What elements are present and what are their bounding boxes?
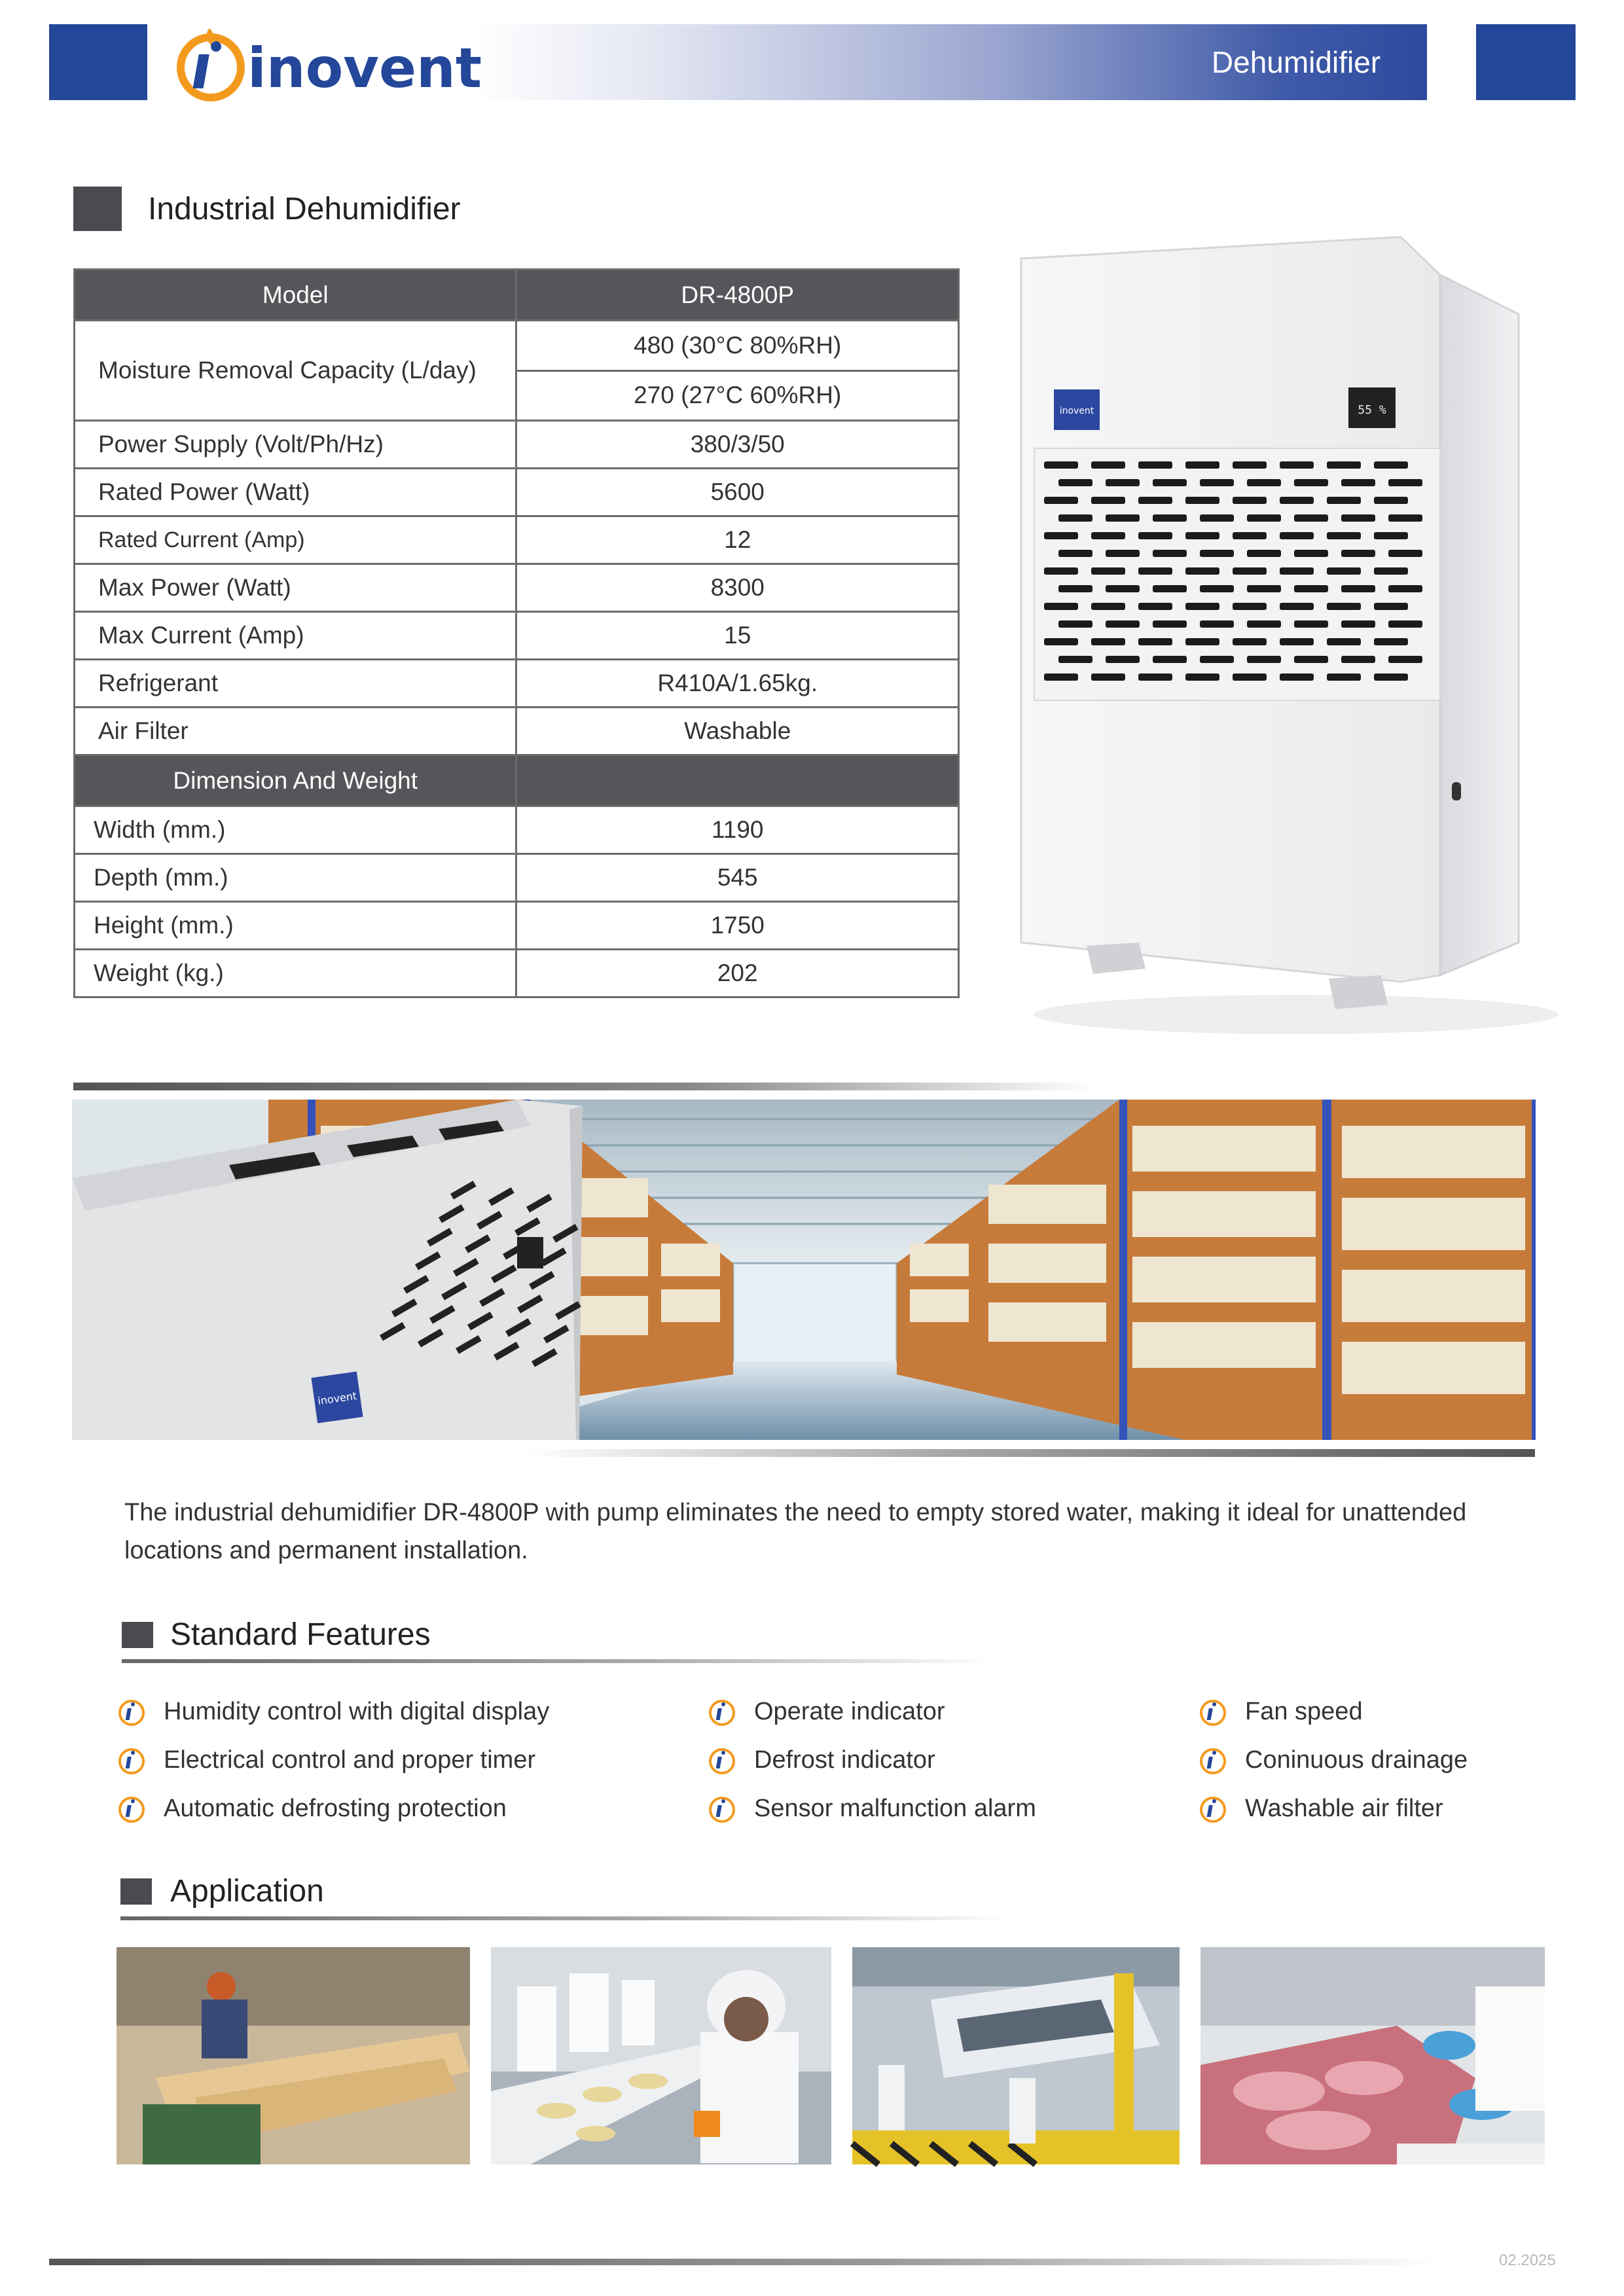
row-label: Rated Current (Amp) <box>75 516 516 564</box>
warehouse-banner-image <box>72 1100 1536 1440</box>
features-column-3 <box>1198 1687 1468 1833</box>
model-label: Model <box>75 270 516 321</box>
footer-date: 02.2025 <box>1499 2251 1556 2269</box>
row-label: Rated Power (Watt) <box>75 469 516 516</box>
brand-bullet-icon <box>117 1696 147 1727</box>
row-value: 1190 <box>516 806 959 854</box>
features-marker <box>122 1622 153 1648</box>
moisture-value-2: 270 (27°C 60%RH) <box>516 370 959 421</box>
product-description: The industrial dehumidifier DR-4800P with pump eliminates the need to empty stored water, making it ideal for unattended locations and permanent installation. <box>124 1499 1467 1564</box>
drain-port <box>1452 782 1461 800</box>
brand-logo-text: inovent <box>247 36 482 100</box>
svg-text:55 %: 55 % <box>1358 403 1386 417</box>
section-title: Industrial Dehumidifier <box>148 192 461 226</box>
meat-processing-photo <box>1200 1947 1545 2164</box>
dimension-header-row <box>75 755 959 806</box>
brand-bullet-icon <box>707 1696 737 1727</box>
row-value: 202 <box>516 950 959 997</box>
row-label: Width (mm.) <box>75 806 516 854</box>
row-label: Air Filter <box>75 708 516 755</box>
brand-bullet-icon <box>707 1793 737 1823</box>
row-value: 545 <box>516 854 959 902</box>
section-marker <box>73 187 122 231</box>
feature-item <box>707 1736 1036 1784</box>
moisture-value-1: 480 (30°C 80%RH) <box>516 321 959 371</box>
footer-rule <box>49 2259 1437 2265</box>
row-value: Washable <box>516 708 959 755</box>
application-title: Application <box>170 1874 324 1909</box>
row-value: 1750 <box>516 902 959 950</box>
application-rule <box>120 1916 1011 1920</box>
brand-bullet-icon <box>117 1793 147 1823</box>
feature-item <box>1198 1784 1468 1833</box>
feature-label: Humidity control with digital display <box>164 1697 550 1725</box>
features-column-2 <box>707 1687 1036 1833</box>
row-label: Refrigerant <box>75 660 516 708</box>
application-marker <box>120 1878 152 1905</box>
banner-top-rule <box>73 1083 1094 1090</box>
brand-bullet-icon <box>1198 1793 1228 1823</box>
features-column-1 <box>117 1687 549 1833</box>
automotive-assembly-photo <box>852 1947 1180 2164</box>
dimension-header: Dimension And Weight <box>75 755 516 806</box>
svg-text:inovent: inovent <box>1059 406 1094 416</box>
feature-item <box>707 1784 1036 1833</box>
dimension-header-empty <box>516 755 959 806</box>
woodworking-photo <box>117 1947 470 2164</box>
brand-bullet-icon <box>117 1745 147 1775</box>
table-row <box>75 516 959 564</box>
row-label: Depth (mm.) <box>75 854 516 902</box>
row-label: Max Current (Amp) <box>75 612 516 660</box>
feature-item <box>707 1687 1036 1736</box>
feature-label: Defrost indicator <box>754 1746 935 1774</box>
table-row <box>75 469 959 516</box>
banner-bottom-rule <box>524 1449 1535 1457</box>
row-value: 12 <box>516 516 959 564</box>
table-row <box>75 950 959 997</box>
brand-logo <box>170 16 482 108</box>
row-value: R410A/1.65kg. <box>516 660 959 708</box>
feature-item <box>1198 1687 1468 1736</box>
feature-item <box>117 1687 549 1736</box>
feature-label: Coninuous drainage <box>1245 1746 1468 1774</box>
spec-table <box>73 268 960 998</box>
feature-label: Sensor malfunction alarm <box>754 1794 1036 1822</box>
feature-item <box>1198 1736 1468 1784</box>
feature-label: Fan speed <box>1245 1697 1363 1725</box>
table-row <box>75 564 959 612</box>
table-row <box>75 421 959 469</box>
moisture-label: Moisture Removal Capacity (L/day) <box>75 321 516 421</box>
table-row <box>75 708 959 755</box>
table-row <box>75 660 959 708</box>
brand-bullet-icon <box>1198 1745 1228 1775</box>
table-row <box>75 612 959 660</box>
feature-item <box>117 1784 549 1833</box>
table-row <box>75 902 959 950</box>
header-category: Dehumidifier <box>1211 45 1381 79</box>
row-label: Power Supply (Volt/Ph/Hz) <box>75 421 516 469</box>
features-title: Standard Features <box>170 1617 431 1652</box>
brand-bullet-icon <box>1198 1696 1228 1727</box>
brand-bullet-icon <box>707 1745 737 1775</box>
row-value: 8300 <box>516 564 959 612</box>
row-label: Max Power (Watt) <box>75 564 516 612</box>
row-label: Weight (kg.) <box>75 950 516 997</box>
feature-item <box>117 1736 549 1784</box>
feature-label: Operate indicator <box>754 1697 945 1725</box>
food-processing-photo <box>491 1947 831 2164</box>
feature-label: Washable air filter <box>1245 1794 1443 1822</box>
table-row <box>75 321 959 371</box>
feature-label: Automatic defrosting protection <box>164 1794 507 1822</box>
header-block-right <box>1476 24 1576 100</box>
svg-text:inovent: inovent <box>317 1389 358 1408</box>
model-value: DR-4800P <box>516 270 959 321</box>
row-value: 5600 <box>516 469 959 516</box>
header-block-left <box>49 24 147 100</box>
row-label: Height (mm.) <box>75 902 516 950</box>
row-value: 380/3/50 <box>516 421 959 469</box>
table-row <box>75 806 959 854</box>
table-row <box>75 854 959 902</box>
row-value: 15 <box>516 612 959 660</box>
feature-label: Electrical control and proper timer <box>164 1746 536 1774</box>
product-image <box>1021 229 1571 1041</box>
features-rule <box>122 1659 992 1663</box>
table-header-row <box>75 270 959 321</box>
